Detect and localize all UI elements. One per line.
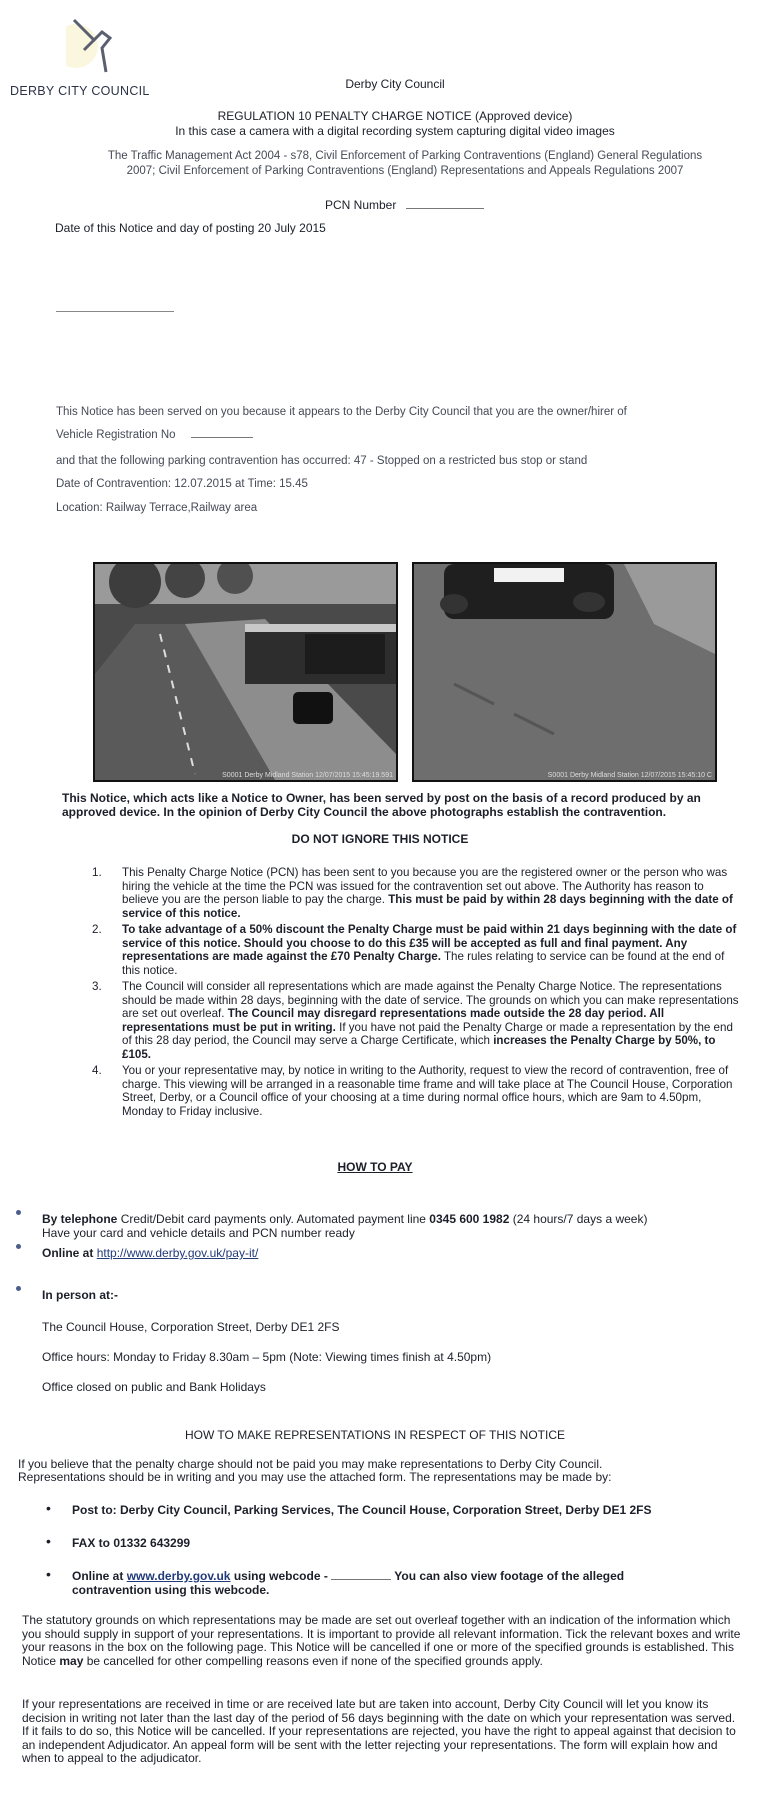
evidence-photo-wide [93,562,398,782]
council-name: Derby City Council [345,77,445,91]
grounds-text: The statutory grounds on which representations may be made are set out overleaf together with an indication of the information which you should supply in support of your representations. It is important to provide all relevant information. Tick the relevant boxes and write your reasons in the box on the following page. This Notice will be cancelled if one or more of the specified grounds is established. This Notice [22,1613,741,1668]
pcn-number [325,198,484,212]
online-representations [72,1569,737,1597]
pay-it-link[interactable]: http://www.derby.gov.uk/pay-it/ [96,1246,259,1260]
telephone-hours: (24 hours/7 days a week) [509,1212,648,1226]
point-3-number: 3. [92,980,102,993]
contravention-location: Location: Railway Terrace,Railway area [56,502,258,514]
point-2-bold: To take advantage of a 50% discount the Penalty Charge must be paid within 21 days beginning with the date of service of this notice. Should you choose to do this £35 will be accepted as full and final payment. Any representations are made against the £70 Penalty Charge. [122,923,737,963]
ram-logo-icon [66,14,128,76]
point-1-text: This Penalty Charge Notice (PCN) has been sent to you because you are the registered owner or the person who was hiring the vehicle at the time the PCN was issued for the contravention set out above. The Authority has reason to believe you are the person liable to pay the charge. [122,866,728,906]
evidence-photo-close [412,562,717,782]
grounds-end: be cancelled for other compelling reasons even if none of the specified grounds apply. [83,1653,543,1668]
vrn-blank [191,437,253,438]
online-rep-footage-2: contravention using this webcode. [72,1583,270,1597]
point-3 [92,980,742,1061]
council-house-address: The Council House, Corporation Street, Derby DE1 2FS [42,1320,340,1334]
council-logo [6,12,156,102]
online-rep-label: Online at [72,1569,127,1583]
decision-paragraph: If your representations are received in time or are received late but are taken into account, Derby City Council will let you know its decision in writing not later than the last day of the period of 56 days beginning with the date on which your representation was served. If it fails to do so, this Notice will be cancelled. If your representations are rejected, you have the right to appeal against that decision to an independent Adjudicator. An appeal form will be sent with the letter rejecting your representations. The form will explain how and when to appeal to the adjudicator. [22,1697,736,1765]
webcode-blank [331,1579,391,1580]
served-line: This Notice has been served on you because it appears to the Derby City Council that you are the owner/hirer of [56,406,627,418]
vehicle-registration [56,429,253,441]
office-hours: Office hours: Monday to Friday 8.30am – 5pm (Note: Viewing times finish at 4.50pm) [42,1350,492,1364]
bullet-icon: • [46,1566,51,1582]
vrn-label: Vehicle Registration No [56,429,176,441]
pay-online [42,1246,258,1260]
online-rep-webcode: using webcode - [230,1569,332,1583]
grounds-may: may [59,1653,84,1668]
legislation-line-2: 2007; Civil Enforcement of Parking Contraventions (England) Representations and Appeals Regulations 2007 [126,165,684,177]
notice-date: Date of this Notice and day of posting 20 July 2015 [55,221,326,235]
pay-by-telephone [42,1212,742,1240]
point-4-number: 4. [92,1064,102,1077]
online-rep-footage: You can also view footage of the alleged [391,1569,625,1583]
notice-points [92,866,742,1121]
representations-intro-2: Representations should be in writing and you may use the attached form. The representations may be made by: [18,1470,612,1484]
representations-intro-1: If you believe that the penalty charge should not be paid you may make representations to Derby City Council. [18,1457,603,1471]
in-person-label: In person at:- [42,1288,119,1302]
fax-to: FAX to 01332 643299 [72,1536,191,1550]
pcn-label: PCN Number [325,198,397,212]
logo-text: DERBY CITY COUNCIL [10,84,150,98]
address-rule [56,311,174,312]
representations-heading: HOW TO MAKE REPRESENTATIONS IN RESPECT OF THIS NOTICE [184,1428,566,1442]
vehicle-closeup-image [414,564,715,780]
legislation-line-1: The Traffic Management Act 2004 - s78, Civil Enforcement of Parking Contraventions (England) General Regulations [107,150,703,162]
point-3-bold-2: increases the Penalty Charge by 50%, to £105. [122,1034,716,1061]
contravention-date: Date of Contravention: 12.07.2015 at Time: 15.45 [56,478,308,490]
point-3-text-2: If you have not paid the Penalty Charge or made a representation by the end of this 28 day period, the Council may serve a Charge Certificate, which [122,1020,733,1047]
telephone-number[interactable]: 0345 600 1982 [429,1212,510,1226]
notice-title: REGULATION 10 PENALTY CHARGE NOTICE (Approved device) [217,109,573,123]
point-1-bold: This must be paid by within 28 days beginning with the date of service of this notice. [122,893,733,920]
pcn-number-blank [406,208,484,209]
point-3-text: The Council will consider all representations which are made against the Penalty Charge Notice. The representations should be made within 28 days, beginning with the date of service. The grounds on which you can make representations are set out overleaf. [122,980,739,1020]
bullet-dot [16,1210,21,1215]
point-2 [92,923,742,977]
office-closed: Office closed on public and Bank Holidays [42,1380,266,1394]
bullet-icon: • [46,1500,51,1516]
evidence-statement: This Notice, which acts like a Notice to Owner, has been served by post on the basis of a record produced by an approved device. In the opinion of Derby City Council the above photographs establish the contravention. [62,791,701,819]
do-not-ignore-heading: DO NOT IGNORE THIS NOTICE [291,832,469,846]
telephone-label: By telephone [42,1212,118,1226]
camera-note: In this case a camera with a digital recording system capturing digital video images [175,124,615,138]
bullet-dot [16,1286,21,1291]
point-4 [92,1064,742,1118]
bullet-dot [16,1244,21,1249]
telephone-line-2: Have your card and vehicle details and PCN number ready [42,1226,355,1240]
telephone-text: Credit/Debit card payments only. Automated payment line [117,1212,430,1226]
how-to-pay-heading: HOW TO PAY [337,1160,413,1174]
photo-caption-left: S0001 Derby Midland Station 12/07/2015 15:45:19.591 [222,772,393,779]
derby-webcode-link[interactable]: www.derby.gov.uk [126,1569,231,1583]
point-4-text: You or your representative may, by notice in writing to the Authority, request to view the record of contravention, free of charge. This viewing will be arranged in a reasonable time frame and will take place at The Council House, Corporation Street, Derby, or a Council office of your choosing at a time during normal office hours, which are 9am to 4.50pm, Monday to Friday inclusive. [122,1064,733,1118]
point-2-text: The rules relating to service can be found at the end of this notice. [122,950,725,977]
point-1 [92,866,742,920]
post-to: Post to: Derby City Council, Parking Services, The Council House, Corporation Street, Derby DE1 2FS [72,1503,652,1517]
photo-caption-right: S0001 Derby Midland Station 12/07/2015 15:45:10 C [547,772,712,779]
statutory-grounds [22,1614,744,1668]
bullet-icon: • [46,1533,51,1549]
station-scene-image [95,564,396,780]
representations-intro [18,1458,748,1484]
contravention-line: and that the following parking contravention has occurred: 47 - Stopped on a restricted bus stop or stand [56,455,588,467]
point-2-number: 2. [92,923,102,936]
point-3-bold: The Council may disregard representations made outside the 28 day period. All representations must be put in writing. [122,1007,665,1034]
online-label: Online at [42,1246,97,1260]
point-1-number: 1. [92,866,102,879]
